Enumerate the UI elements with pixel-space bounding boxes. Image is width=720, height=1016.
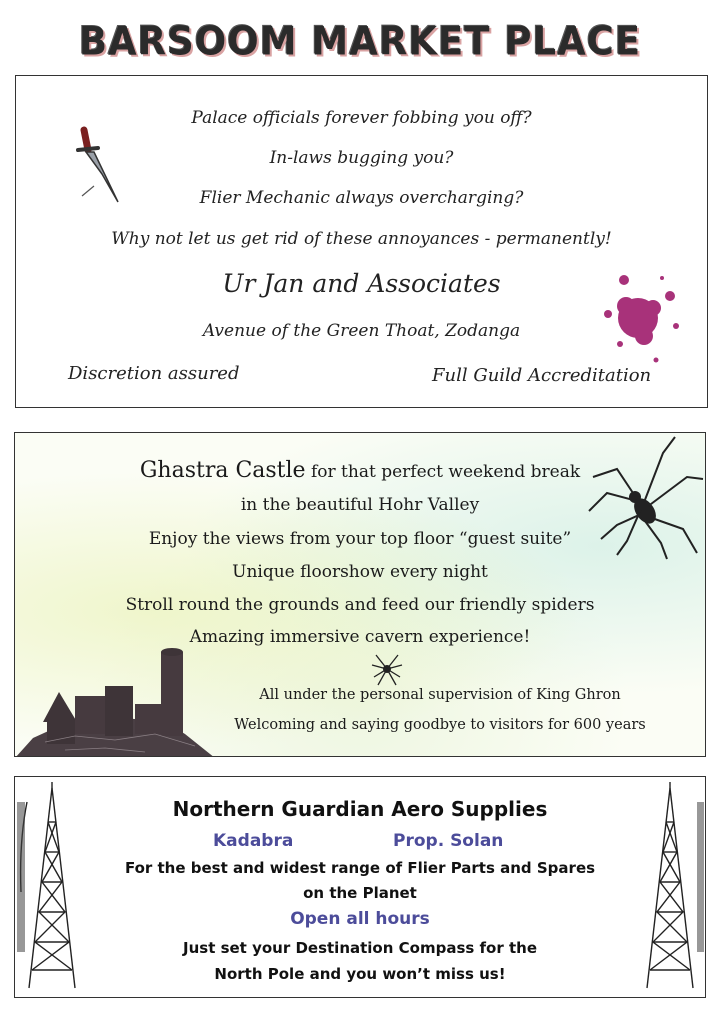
ad2-small-line-2: Welcoming and saying goodbye to visitors for 600 years	[234, 717, 646, 733]
aero-supplies-advert	[14, 776, 706, 998]
ad2-small-line-1: All under the personal supervision of King Ghron	[259, 687, 621, 703]
ad3-closing-line-2: North Pole and you won’t miss us!	[214, 965, 506, 983]
ad3-line-1: For the best and widest range of Flier Parts and Spares	[124, 859, 596, 877]
ad1-company-name: Ur Jan and Associates	[222, 269, 501, 298]
ad2-line-3: Enjoy the views from your top floor “guest suite”	[148, 529, 572, 549]
ad1-accreditation: Full Guild Accreditation	[432, 365, 652, 386]
ad3-heading: Northern Guardian Aero Supplies	[172, 797, 548, 821]
ad1-line-1: Palace officials forever fobbing you off?	[191, 108, 532, 128]
ad1-line-2: In-laws bugging you?	[269, 148, 454, 168]
ad2-line-1-rest: for that perfect weekend break	[311, 462, 581, 482]
ad2-line-2: in the beautiful Hohr Valley	[240, 495, 480, 515]
page-title: BARSOOM MARKET PLACE	[78, 18, 642, 64]
ad2-line-4: Unique floorshow every night	[232, 562, 488, 582]
ghastra-castle-advert	[14, 432, 706, 757]
ad3-closing-line-1: Just set your Destination Compass for the	[183, 939, 537, 957]
ad2-castle-name: Ghastra Castle	[139, 458, 306, 483]
small-spider-icon	[370, 651, 404, 687]
ad3-prop-solan: Prop. Solan	[393, 831, 504, 851]
ad3-kadabra: Kadabra	[213, 831, 294, 851]
ad1-line-4: Why not let us get rid of these annoyances - permanently!	[111, 229, 612, 249]
ad1-discretion: Discretion assured	[68, 363, 240, 384]
ad3-open-hours: Open all hours	[290, 909, 430, 929]
ad2-line-5: Stroll round the grounds and feed our friendly spiders	[125, 595, 595, 615]
ad2-line-1	[15, 458, 706, 483]
ur-jan-advert	[15, 75, 708, 408]
ad1-address: Avenue of the Green Thoat, Zodanga	[202, 321, 521, 341]
ad1-line-3: Flier Mechanic always overcharging?	[199, 188, 524, 208]
ad2-line-6: Amazing immersive cavern experience!	[189, 627, 531, 647]
ad3-line-2: on the Planet	[303, 884, 417, 902]
